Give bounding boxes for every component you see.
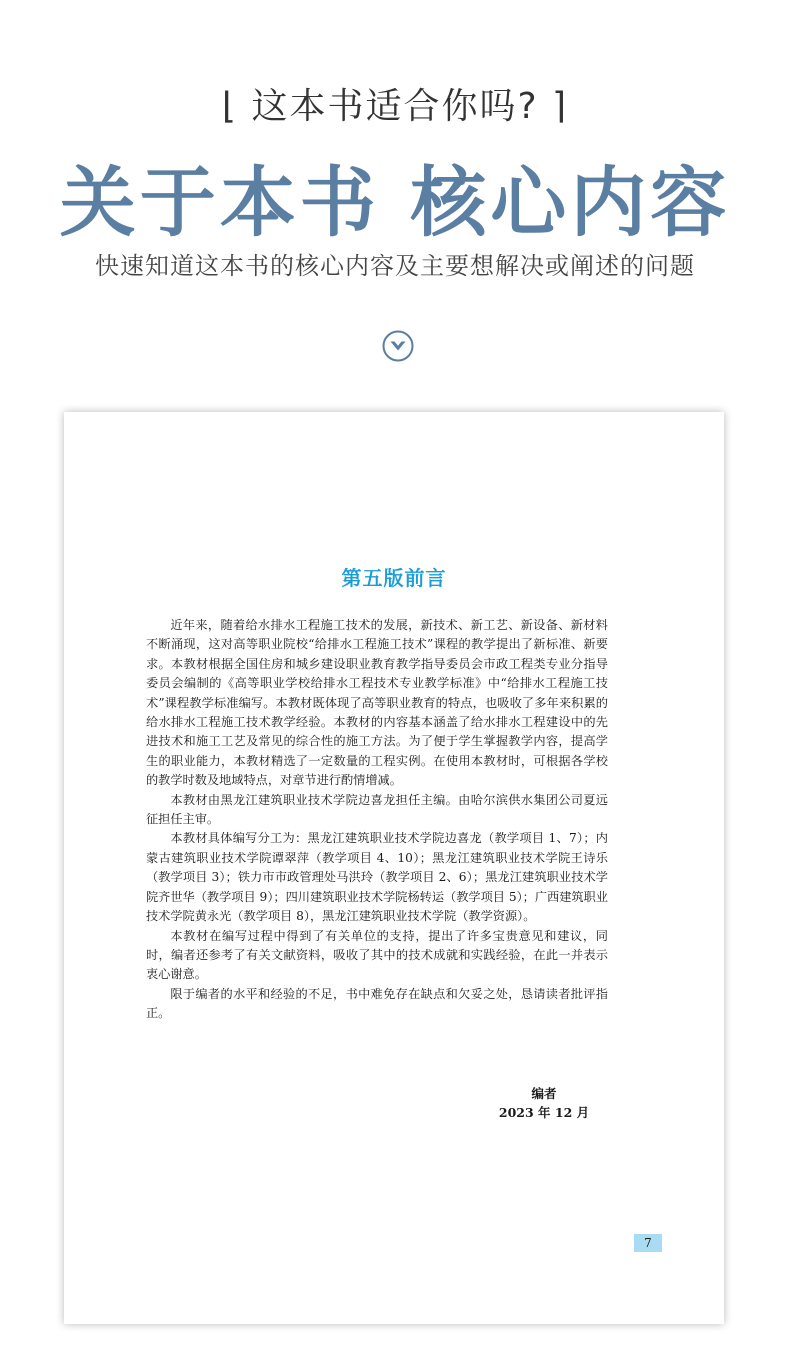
preface-paragraph: 近年来，随着给水排水工程施工技术的发展，新技术、新工艺、新设备、新材料不断涌现，这对高等职业院校“给排水工程施工技术”课程的教学提出了新标准、新要求。本教材根据全国住房和城乡建设职业教育教学指导委员会市政工程类专业分指导委员会编制的《高等职业学校给排水工程技术专业教学标准》中“给排水工程施工技术”课程教学标准编写。本教材既体现了高等职业教育的特点，也吸收了多年来积累的给水排水工程施工技术教学经验。本教材的内容基本涵盖了给水排水工程建设中的先进技术和施工工艺及常见的综合性的施工方法。为了便于学生掌握教学内容，提高学生的职业能力，本教材精选了一定数量的工程实例。在使用本教材时，可根据各学校的教学时数及地域特点，对章节进行酌情增减。 <box>146 618 608 788</box>
section-question: ⌊ 这本书适合你吗? ⌉ <box>221 86 569 127</box>
section-tagline: 快速知道这本书的核心内容及主要想解决或阐述的问题 <box>95 252 695 280</box>
chevron-down-circle-icon <box>382 330 414 362</box>
preface-paragraph: 本教材在编写过程中得到了有关单位的支持，提出了许多宝贵意见和建议，同时，编者还参考了有关文献资料，吸收了其中的技术成就和实践经验，在此一并表示衷心谢意。 <box>146 928 608 982</box>
preface-paragraph: 限于编者的水平和经验的不足，书中难免存在缺点和欠妥之处，恳请读者批评指正。 <box>146 986 608 1021</box>
preface-paragraph: 本教材具体编写分工为：黑龙江建筑职业技术学院边喜龙（教学项目 1、7）；内蒙古建筑职业技术学院谭翠萍（教学项目 4、10）；黑龙江建筑职业技术学院王诗乐（教学项目 3）；铁力市市政管理处马洪玲（教学项目 2、6）；黑龙江建筑职业技术学院齐世华（教学项目 9）；四川建筑职业技术学院杨转运（教学项目 5）；广西建筑职业技术学院黄永光（教学项目 8），黑龙江建筑职业技术学院（教学资源）。 <box>146 831 608 924</box>
section-title: 关于本书 核心内容 <box>59 158 731 247</box>
preface-heading: 第五版前言 <box>341 566 447 590</box>
signature-date: 2023 年 12 月 <box>498 1105 590 1120</box>
preface-body <box>146 616 608 1024</box>
book-page <box>64 412 724 1324</box>
signature-author: 编者 <box>531 1086 557 1101</box>
page-number-badge: 7 <box>634 1234 662 1252</box>
preface-paragraph: 本教材由黑龙江建筑职业技术学院边喜龙担任主编。由哈尔滨供水集团公司夏远征担任主审。 <box>146 792 608 827</box>
